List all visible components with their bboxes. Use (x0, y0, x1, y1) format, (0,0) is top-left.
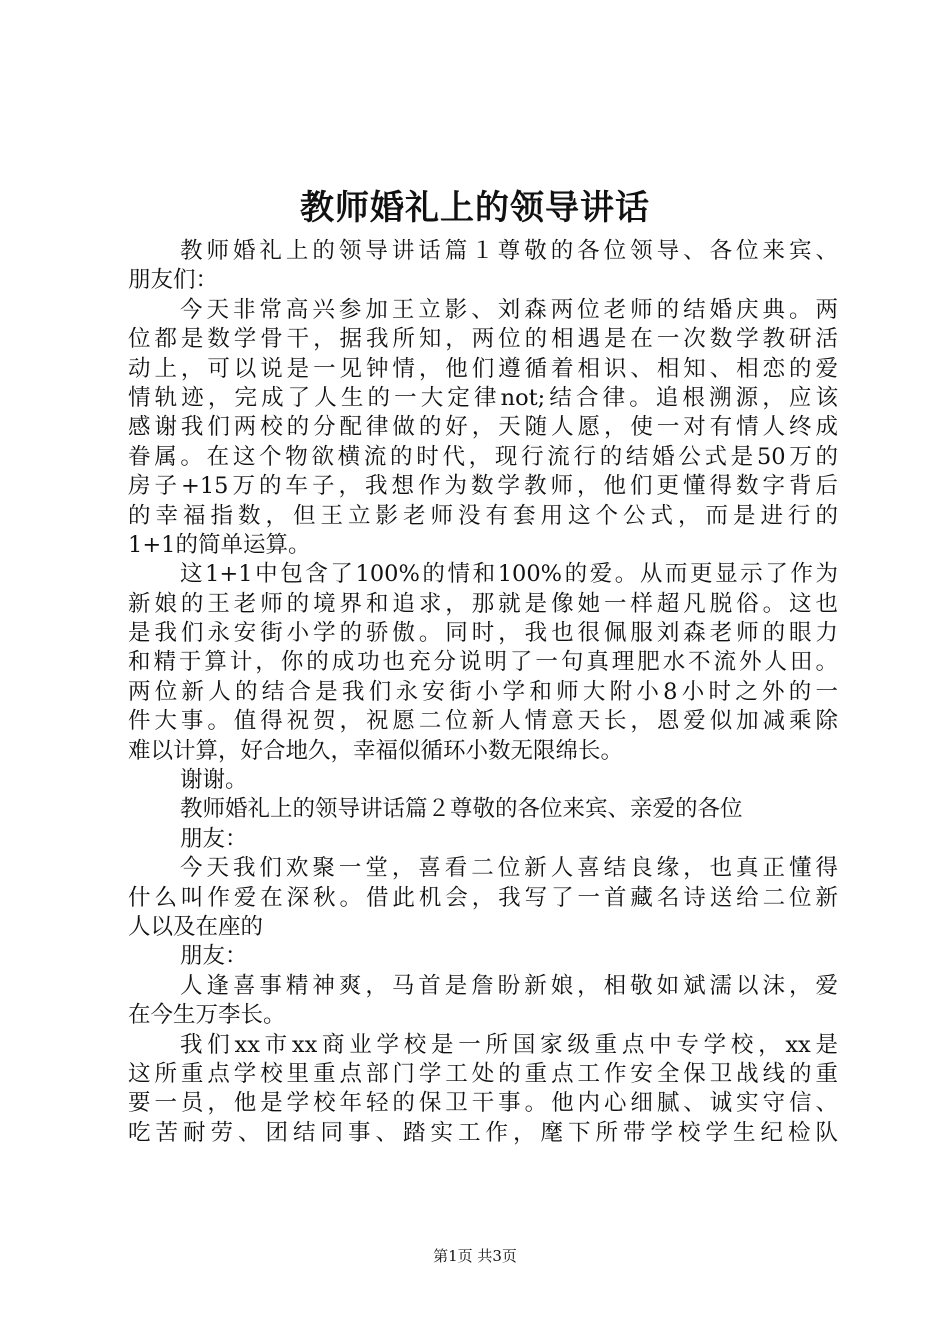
text-line: 这1+1中包含了100%的情和100%的爱。从而更显示了作为 (180, 561, 838, 588)
text-line: 位都是数学骨干，据我所知，两位的相遇是在一次数学教研活 (128, 326, 838, 353)
text-line: 要一员，他是学校年轻的保卫干事。他内心细腻、诚实守信、 (128, 1090, 838, 1117)
text-line: 人以及在座的 (128, 913, 264, 940)
text-line: 朋友们： (128, 267, 219, 294)
text-line: 难以计算，好合地久，幸福似循环小数无限绵长。 (128, 737, 624, 764)
text-line: 是我们永安街小学的骄傲。同时，我也很佩服刘森老师的眼力 (128, 620, 838, 647)
text-line: 谢谢。 (180, 767, 248, 794)
text-line: 1+1的简单运算。 (128, 531, 311, 558)
text-line: 人逢喜事精神爽，马首是詹盼新娘，相敬如斌濡以沫，爱 (180, 972, 838, 999)
text-line: 朋友： (180, 825, 248, 852)
text-line: 我们xx市xx商业学校是一所国家级重点中专学校，xx是 (180, 1031, 838, 1058)
text-line: 房子+15万的车子，我想作为数学教师，他们更懂得数字背后 (128, 473, 838, 500)
text-line: 眷属。在这个物欲横流的时代，现行流行的结婚公式是50万的 (128, 443, 838, 470)
text-line: 什么叫作爱在深秋。借此机会，我写了一首藏名诗送给二位新 (128, 884, 838, 911)
text-line: 教师婚礼上的领导讲话篇１尊敬的各位领导、各位来宾、 (180, 238, 838, 264)
text-line: 的幸福指数，但王立影老师没有套用这个公式，而是进行的 (128, 502, 838, 529)
text-line: 朋友： (180, 943, 248, 970)
text-line: 件大事。值得祝贺，祝愿二位新人情意天长，恩爱似加减乘除 (128, 708, 838, 735)
text-line: 两位新人的结合是我们永安街小学和师大附小8小时之外的一 (128, 678, 838, 705)
text-line: 动上，可以说是一见钟情，他们遵循着相识、相知、相恋的爱 (128, 355, 838, 382)
text-line: 和精于算计，你的成功也充分说明了一句真理肥水不流外人田。 (128, 649, 838, 676)
document-title: 教师婚礼上的领导讲话 (300, 188, 650, 228)
page-footer: 第1页 共3页 (433, 1247, 517, 1265)
text-line: 感谢我们两校的分配律做的好，天随人愿，使一对有情人终成 (128, 414, 838, 441)
text-line: 这所重点学校里重点部门学工处的重点工作安全保卫战线的重 (128, 1060, 838, 1087)
text-line: 今天非常高兴参加王立影、刘森两位老师的结婚庆典。两 (180, 296, 838, 323)
document-body (128, 237, 838, 1148)
text-line: 在今生万李长。 (128, 1002, 286, 1029)
text-line: 今天我们欢聚一堂，喜看二位新人喜结良缘，也真正懂得 (180, 855, 838, 882)
text-line: 新娘的王老师的境界和追求，那就是像她一样超凡脱俗。这也 (128, 590, 838, 617)
text-line: 教师婚礼上的领导讲话篇２尊敬的各位来宾、亲爱的各位 (180, 796, 743, 823)
text-line: 吃苦耐劳、团结同事、踏实工作，麾下所带学校学生纪检队 (128, 1119, 838, 1146)
text-line: 情轨迹，完成了人生的一大定律not;结合律。追根溯源，应该 (128, 384, 838, 411)
